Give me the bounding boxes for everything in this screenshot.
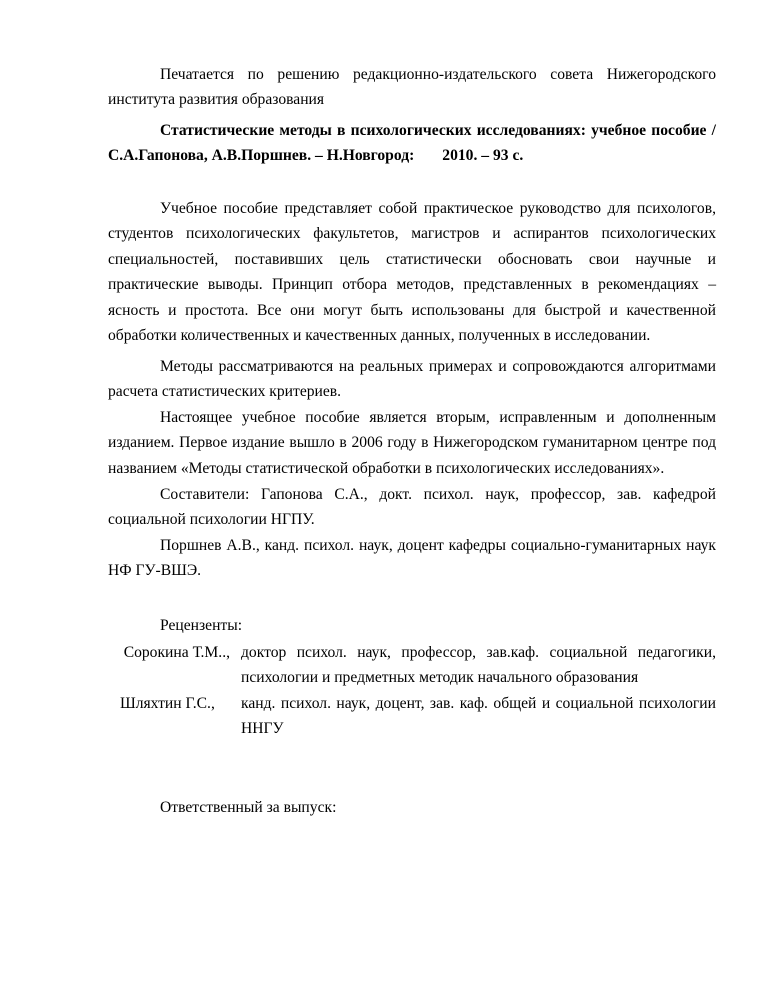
abstract-paragraph-2: Методы рассматриваются на реальных примерах и сопровождаются алгоритмами расчета статистических критериев. [108, 358, 716, 401]
compiler-paragraph-2: Поршнев А.В., канд. психол. наук, доцент кафедры социально-гуманитарных наук НФ ГУ-ВШЭ. [108, 537, 716, 580]
compiler-paragraph-1: Составители: Гапонова С.А., докт. психол. наук, профессор, зав. кафедрой социальной психологии НГПУ. [108, 486, 716, 529]
imprint-note: Печатается по решению редакционно-издательского совета Нижегородского института развития образования [108, 66, 716, 109]
abstract-paragraph-3: Настоящее учебное пособие является вторым, исправленным и дополненным изданием. Первое издание вышло в 2006 году в Нижегородском гуманитарном центре под названием «Методы статистической обработки в психологических исследованиях». [108, 409, 716, 477]
bibliographic-text: Статистические методы в психологических исследованиях: учебное пособие /С.А.Гапонова, А.В.Поршнев. – Н.Новгород: [108, 122, 716, 165]
reviewer-description: доктор психол. наук, профессор, зав.каф. социальной педагогики, психологии и предметных методик начального образования [241, 644, 716, 686]
abstract-paragraph-1: Учебное пособие представляет собой практическое руководство для психологов, студентов психологических факультетов, магистров и аспирантов психологических специальностей, поставивших цель статистически обосновать свои научные и практические выводы. Принцип отбора методов, представленных в рекомендациях – ясность и простота. Все они могут быть использованы для быстрой и качественной обработки количественных и качественных данных, полученных в исследовании. [108, 200, 716, 345]
bibliographic-year-pages: 2010. – 93 с. [442, 147, 524, 165]
bibliographic-description [108, 118, 716, 169]
reviewer-name: Шляхтин Г.С., [120, 695, 215, 712]
responsible-label: Ответственный за выпуск: [160, 799, 337, 816]
reviewer-name: Сорокина Т.М.., [123, 644, 230, 661]
reviewers-label: Рецензенты: [160, 617, 243, 634]
reviewer-description: канд. психол. наук, доцент, зав. каф. общей и социальной психологии ННГУ [241, 695, 716, 737]
